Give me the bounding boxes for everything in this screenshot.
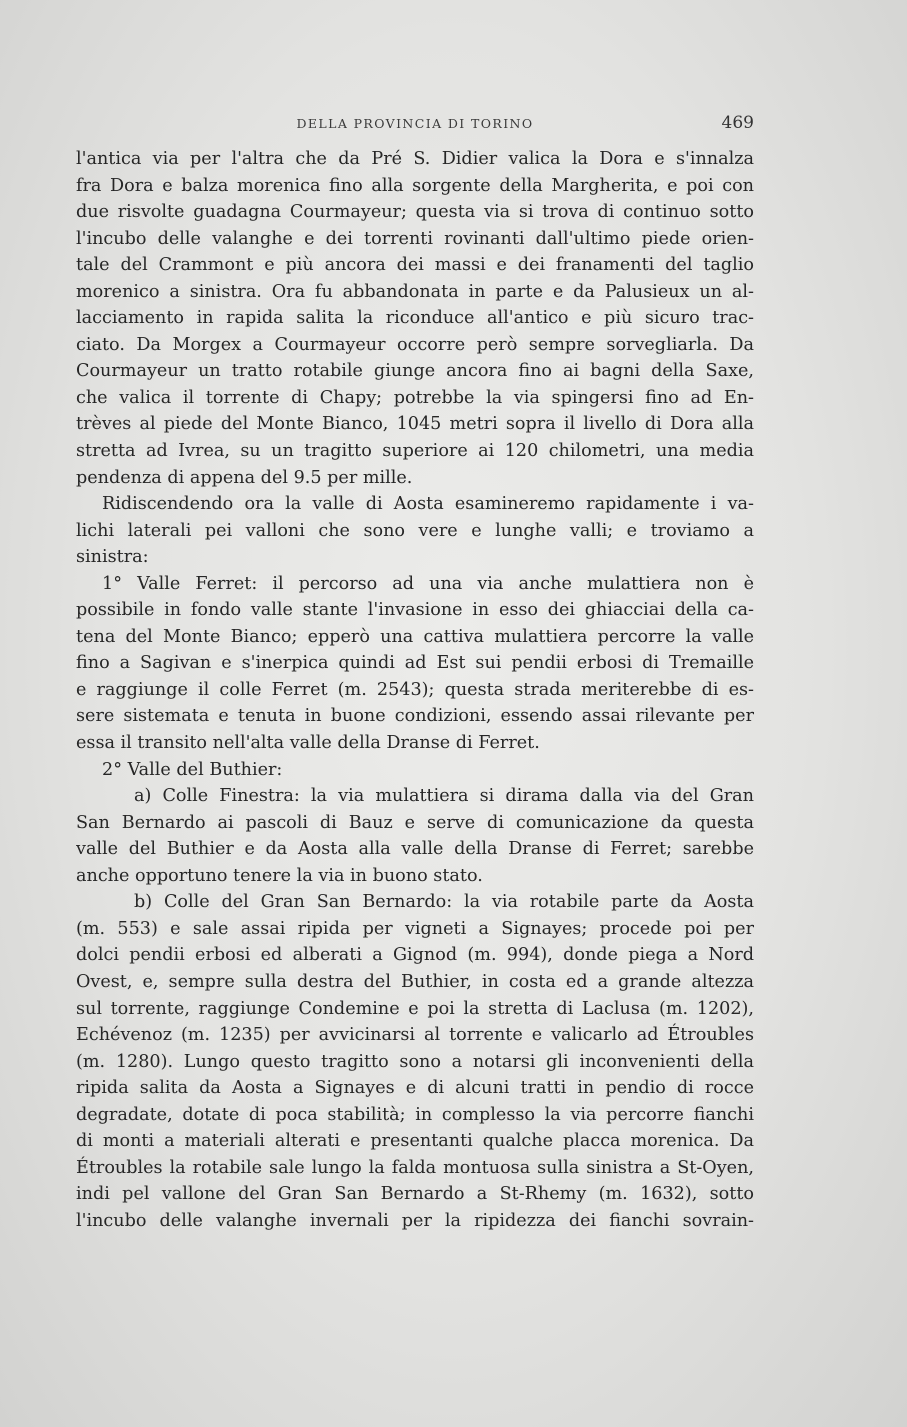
text-line: l'antica via per l'altra che da Pré S. Didier valica la Dora e s'innalza [76,149,754,169]
running-title: DELLA PROVINCIA DI TORINO [296,116,534,131]
text-line: lacciamento in rapida salita la riconduce all'antico e più sicuro trac- [76,308,754,329]
body-text [76,146,754,1234]
text-line: Ovest, e, sempre sulla destra del Buthier, in costa ed a grande altezza [76,971,754,992]
text-line: tena del Monte Bianco; epperò una cattiva mulattiera percorre la valle [76,626,754,647]
text-line: Echévenoz (m. 1235) per avvicinarsi al torrente e valicarlo ad Étroubles [76,1025,754,1046]
page-number: 469 [721,113,754,133]
text-line: lichi laterali pei valloni che sono vere e lunghe valli; e troviamo a [76,520,754,541]
text-line: sinistra: [76,547,149,568]
text-line: degradate, dotate di poca stabilità; in complesso la via percorre fianchi [76,1104,754,1125]
text-line: di monti a materiali alterati e presentanti qualche placca morenica. Da [76,1131,754,1152]
running-head [76,113,754,136]
text-line: essa il transito nell'alta valle della Dranse di Ferret. [76,733,540,754]
text-line: sere sistemata e tenuta in buone condizioni, essendo assai rilevante per [76,706,754,727]
text-line: a) Colle Finestra: la via mulattiera si dirama dalla via del Gran [134,786,754,807]
text-line: fino a Sagivan e s'inerpica quindi ad Est sui pendii erbosi di Tremaille [76,653,754,674]
text-line: (m. 1280). Lungo questo tragitto sono a notarsi gli inconvenienti della [76,1051,754,1072]
text-line: b) Colle del Gran San Bernardo: la via rotabile parte da Aosta [134,892,754,913]
text-line: trèves al piede del Monte Bianco, 1045 metri sopra il livello di Dora alla [76,414,754,435]
text-line: l'incubo delle valanghe e dei torrenti rovinanti dall'ultimo piede orien- [76,228,754,249]
text-line: che valica il torrente di Chapy; potrebbe la via spingersi fino ad En- [76,387,754,408]
text-line: e raggiunge il colle Ferret (m. 2543); questa strada meriterebbe di es- [76,679,754,700]
text-line: San Bernardo ai pascoli di Bauz e serve di comunicazione da questa [76,812,754,833]
text-line: indi pel vallone del Gran San Bernardo a St-Rhemy (m. 1632), sotto [76,1184,754,1205]
text-line: Courmayeur un tratto rotabile giunge ancora fino ai bagni della Saxe, [76,361,754,382]
text-line: ripida salita da Aosta a Signayes e di alcuni tratti in pendio di rocce [76,1078,754,1099]
text-line: l'incubo delle valanghe invernali per la ripidezza dei fianchi sovrain- [76,1210,754,1231]
text-line: 2° Valle del Buthier: [102,759,283,780]
text-line: Étroubles la rotabile sale lungo la falda montuosa sulla sinistra a St-Oyen, [76,1157,754,1178]
text-line: anche opportuno tenere la via in buono stato. [76,865,483,886]
text-line: ciato. Da Morgex a Courmayeur occorre però sempre sorvegliarla. Da [76,334,754,355]
text-line: dolci pendii erbosi ed alberati a Gignod (m. 994), donde piega a Nord [76,945,754,966]
text-line: sul torrente, raggiunge Condemine e poi la stretta di Laclusa (m. 1202), [76,998,754,1019]
text-line: morenico a sinistra. Ora fu abbandonata in parte e da Palusieux un al- [76,281,754,302]
text-line: fra Dora e balza morenica fino alla sorgente della Margherita, e poi con [76,175,754,196]
text-line: tale del Crammont e più ancora dei massi e dei franamenti del taglio [76,255,754,276]
text-line: pendenza di appena del 9.5 per mille. [76,467,413,488]
text-line: 1° Valle Ferret: il percorso ad una via anche mulattiera non è [102,573,754,594]
text-line: due risvolte guadagna Courmayeur; questa via si trova di continuo sotto [76,202,754,223]
text-line: valle del Buthier e da Aosta alla valle della Dranse di Ferret; sarebbe [76,839,754,860]
text-line: stretta ad Ivrea, su un tragitto superiore ai 120 chilometri, una media [76,441,754,462]
text-line: (m. 553) e sale assai ripida per vigneti a Signayes; procede poi per [76,918,754,939]
text-line: Ridiscendendo ora la valle di Aosta esamineremo rapidamente i va- [102,494,754,515]
text-line: possibile in fondo valle stante l'invasione in esso dei ghiacciai della ca- [76,600,754,621]
